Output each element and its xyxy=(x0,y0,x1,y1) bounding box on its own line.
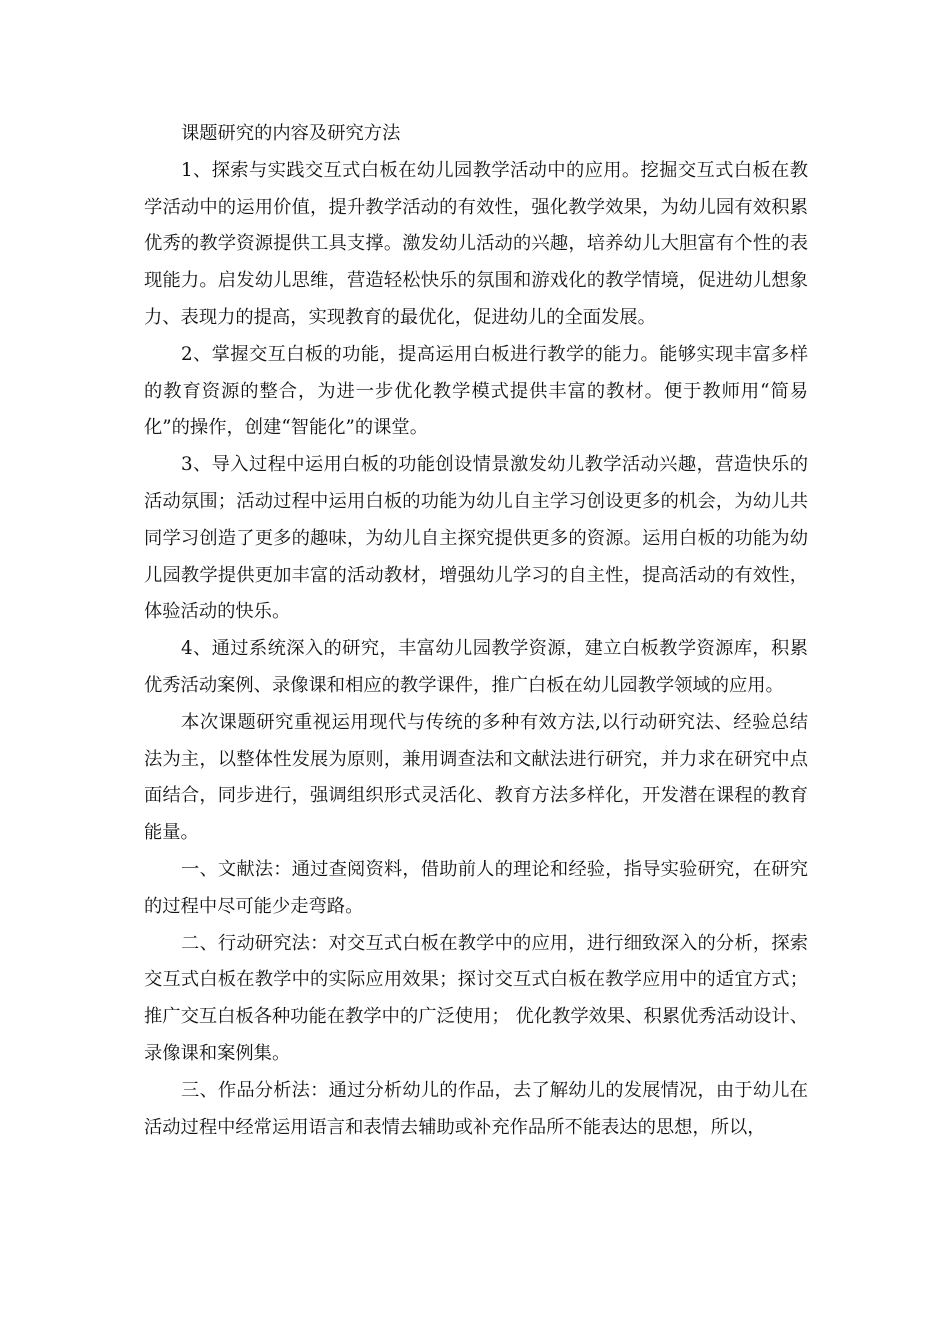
paragraph-methods-intro: 本次课题研究重视运用现代与传统的多种有效方法,以行动研究法、经验总结法为主，以整体性发展为原则，兼用调查法和文献法进行研究，并力求在研究中点面结合，同步进行，强调组织形式灵活化、教育方法多样化，开发潜在课程的教育能量。 xyxy=(144,711,808,844)
paragraph-2: 2、掌握交互白板的功能，提高运用白板进行教学的能力。能够实现丰富多样的教育资源的整合，为进一步优化教学模式提供丰富的教材。便于教师用“简易化”的操作，创建“智能化”的课堂。 xyxy=(144,343,808,439)
paragraph-4: 4、通过系统深入的研究，丰富幼儿园教学资源，建立白板教学资源库，积累优秀活动案例、录像课和相应的教学课件，推广白板在幼儿园教学领域的应用。 xyxy=(144,638,808,696)
paragraph-literature-method: 一、文献法：通过查阅资料，借助前人的理论和经验，指导实验研究，在研究的过程中尽可能少走弯路。 xyxy=(144,858,808,917)
paragraph-work-analysis-method: 三、作品分析法：通过分析幼儿的作品，去了解幼儿的发展情况，由于幼儿在活动过程中经常运用语言和表情去辅助或补充作品所不能表达的思想，所以， xyxy=(144,1079,808,1138)
section-heading: 课题研究的内容及研究方法 xyxy=(181,123,401,144)
paragraph-1: 1、探索与实践交互式白板在幼儿园教学活动中的应用。挖掘交互式白板在教学活动中的运用价值，提升教学活动的有效性，强化教学效果，为幼儿园有效积累优秀的教学资源提供工具支撑。激发幼儿活动的兴趣，培养幼儿大胆富有个性的表现能力。启发幼儿思维，营造轻松快乐的氛围和游戏化的教学情境，促进幼儿想象力、表现力的提高，实现教育的最优化，促进幼儿的全面发展。 xyxy=(144,159,808,328)
paragraph-3: 3、导入过程中运用白板的功能创设情景激发幼儿教学活动兴趣，营造快乐的活动氛围；活动过程中运用白板的功能为幼儿自主学习创设更多的机会，为幼儿共同学习创造了更多的趣味，为幼儿自主探究提供更多的资源。运用白板的功能为幼儿园教学提供更加丰富的活动教材，增强幼儿学习的自主性，提高活动的有效性，体验活动的快乐。 xyxy=(144,454,808,623)
paragraph-action-research-method: 二、行动研究法：对交互式白板在教学中的应用，进行细致深入的分析，探索交互式白板在教学中的实际应用效果；探讨交互式白板在教学应用中的适宜方式；推广交互白板各种功能在教学中的广泛使用； 优化教学效果、积累优秀活动设计、录像课和案例集。 xyxy=(144,932,808,1064)
document-body xyxy=(144,116,808,1146)
